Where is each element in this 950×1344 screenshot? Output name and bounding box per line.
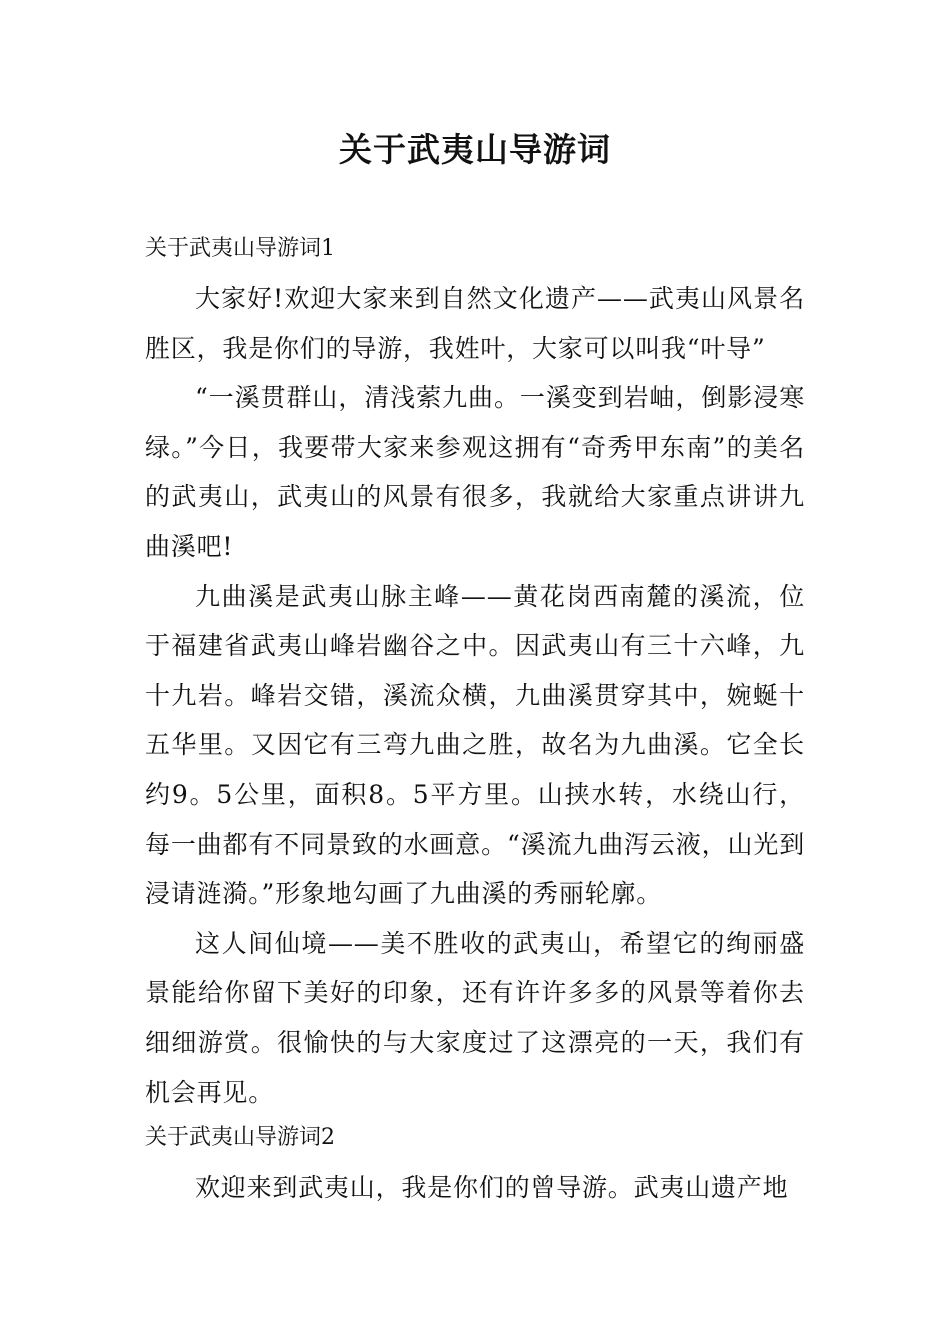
section-heading: 关于武夷山导游词1 (145, 236, 335, 261)
document-title: 关于武夷山导游词 (339, 130, 611, 169)
section-1 (145, 228, 805, 1117)
paragraph: 欢迎来到武夷山，我是你们的曾导游。武夷山遗产地 (195, 1173, 789, 1203)
paragraph: 这人间仙境——美不胜收的武夷山，希望它的绚丽盛景能给你留下美好的印象，还有许许多多的风景等着你去细细游赏。很愉快的与大家度过了这漂亮的一天，我们有机会再见。 (145, 928, 805, 1107)
section-2 (145, 1117, 805, 1213)
section-heading: 关于武夷山导游词2 (145, 1125, 335, 1151)
document-body (145, 228, 805, 1213)
paragraph: 大家好!欢迎大家来到自然文化遗产——武夷山风景名胜区，我是你们的导游，我姓叶，大家可以叫我“叶导” (145, 284, 805, 363)
paragraph: 九曲溪是武夷山脉主峰——黄花岗西南麓的溪流，位于福建省武夷山峰岩幽谷之中。因武夷山有三十六峰，九十九岩。峰岩交错，溪流众横，九曲溪贯穿其中，婉蜒十五华里。又因它有三弯九曲之胜，故名为九曲溪。它全长约9。5公里，面积8。5平方里。山挟水转，水绕山行，每一曲都有不同景致的水画意。“溪流九曲泻云液，山光到浸请涟漪。”形象地勾画了九曲溪的秀丽轮廓。 (145, 581, 805, 909)
paragraph: “一溪贯群山，清浅萦九曲。一溪变到岩岫，倒影浸寒绿。”今日，我要带大家来参观这拥有“奇秀甲东南”的美名的武夷山，武夷山的风景有很多，我就给大家重点讲讲九曲溪吧! (145, 383, 805, 561)
